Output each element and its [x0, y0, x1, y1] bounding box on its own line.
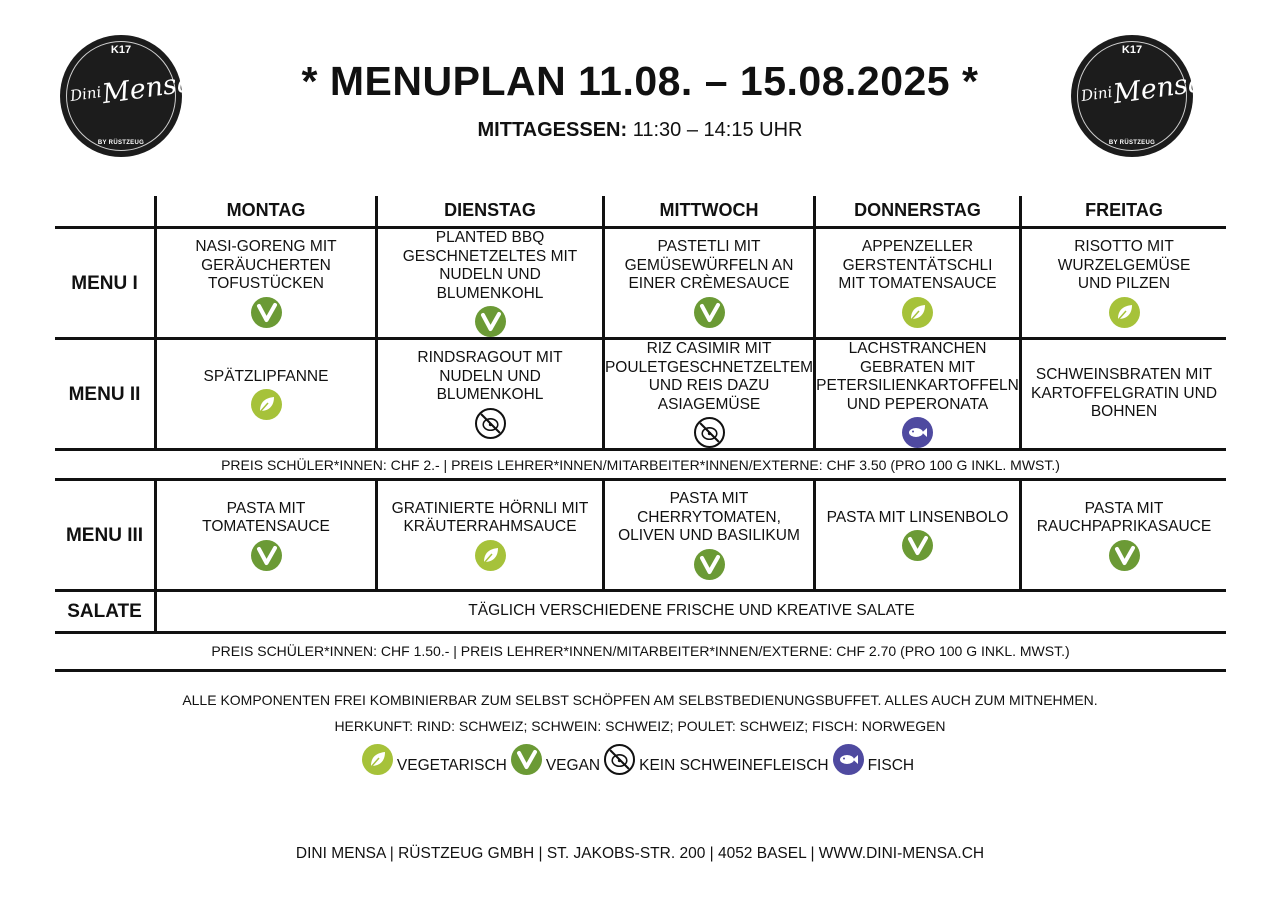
vegetarian-icon [475, 540, 506, 571]
lunch-label: MITTAGESSEN: [477, 119, 628, 141]
day-header-monday: MONTAG [226, 200, 306, 220]
logo-dini: Dini [68, 82, 103, 106]
legend-item [833, 744, 919, 775]
divider [55, 669, 1226, 672]
row-header-menu-2: MENU II [68, 383, 141, 405]
logo-by: BY RÜSTZEUG [1108, 140, 1156, 146]
no-pork-icon [475, 408, 506, 439]
dish-name: PASTA MIT CHERRYTOMATEN, OLIVEN UND BASILIKUM [618, 490, 800, 545]
menu-cell [378, 340, 602, 448]
page-title: * MENUPLAN 11.08. – 15.08.2025 * [301, 58, 979, 104]
salate-cell [157, 592, 1226, 631]
vegetarian-icon [1109, 297, 1140, 328]
menu-cell [157, 229, 375, 337]
note-origin: HERKUNFT: RIND: SCHWEIZ; SCHWEIN: SCHWEIZ; POULET: SCHWEIZ; FISCH: NORWEGEN [334, 718, 946, 734]
legend [0, 744, 1280, 775]
salate-text: TÄGLICH VERSCHIEDENE FRISCHE UND KREATIVE SALATE [468, 602, 915, 620]
dish-name: PASTA MIT RAUCHPAPRIKASAUCE [1036, 499, 1212, 535]
logo-mensa: Mensa [100, 66, 195, 111]
vegan-icon [475, 306, 506, 337]
legend-item [511, 744, 604, 775]
menu-cell [157, 340, 375, 448]
dish-name: GRATINIERTE HÖRNLI MIT KRÄUTERRAHMSAUCE [391, 499, 589, 535]
divider [55, 631, 1226, 634]
menu-cell [157, 481, 375, 589]
dish-name: RINDSRAGOUT MIT NUDELN UND BLUMENKOHL [417, 349, 563, 404]
no-pork-icon [694, 417, 725, 448]
vegan-icon [694, 549, 725, 580]
logo-k17: K17 [110, 44, 132, 56]
price-main: PREIS SCHÜLER*INNEN: CHF 2.- | PREIS LEHRER*INNEN/MITARBEITER*INNEN/EXTERNE: CHF 3.50 (PRO 100 G INKL. MWST.) [221, 457, 1060, 473]
footer-address: DINI MENSA | RÜSTZEUG GMBH | ST. JAKOBS-STR. 200 | 4052 BASEL | WWW.DINI-MENSA.CH [295, 845, 985, 862]
lunch-time: 11:30 – 14:15 UHR [632, 119, 803, 141]
lunch-hours [0, 119, 1280, 142]
menu-cell [816, 481, 1019, 589]
day-header-tuesday: DIENSTAG [444, 200, 536, 220]
day-header-friday: FREITAG [1085, 200, 1163, 220]
menu-cell [1022, 340, 1226, 448]
legend-item [604, 744, 832, 775]
menu-cell [605, 229, 813, 337]
vegan-icon [1109, 540, 1140, 571]
dish-name: NASI-GORENG MIT GERÄUCHERTEN TOFUSTÜCKEN [195, 238, 337, 293]
fish-icon [902, 417, 933, 448]
divider [55, 448, 1226, 451]
logo-dini: Dini [1079, 82, 1114, 106]
row-header-salate: SALATE [67, 601, 142, 622]
dish-name: SPÄTZLIPFANNE [203, 367, 329, 385]
logo-mensa: Mensa [1111, 66, 1206, 111]
vegetarian-icon [362, 744, 393, 775]
vegan-icon [251, 540, 282, 571]
vegan-icon [902, 530, 933, 561]
dish-name: SCHWEINSBRATEN MIT KARTOFFELGRATIN UND BOHNEN [1030, 366, 1218, 421]
menu-cell [605, 340, 813, 448]
vegetarian-icon [251, 389, 282, 420]
row-header-menu-1: MENU I [71, 272, 138, 294]
menu-cell [1022, 481, 1226, 589]
price-salad: PREIS SCHÜLER*INNEN: CHF 1.50.- | PREIS LEHRER*INNEN/MITARBEITER*INNEN/EXTERNE: CHF 2.70 (PRO 100 G INKL. MWST.) [211, 643, 1070, 659]
menu-cell [816, 340, 1019, 448]
dish-name: APPENZELLER GERSTENTÄTSCHLI MIT TOMATENSAUCE [838, 238, 997, 293]
dish-name: PLANTED BBQ GESCHNETZELTES MIT NUDELN UND BLUMENKOHL [402, 229, 578, 302]
note-combine: ALLE KOMPONENTEN FREI KOMBINIERBAR ZUM SELBST SCHÖPFEN AM SELBSTBEDIENUNGSBUFFET. ALLES AUCH ZUM MITNEHMEN. [182, 692, 1098, 708]
vegan-icon [511, 744, 542, 775]
day-header-thursday: DONNERSTAG [854, 200, 981, 220]
dish-name: LACHSTRANCHEN GEBRATEN MIT PETERSILIENKARTOFFELN UND PEPERONATA [816, 340, 1019, 413]
menu-cell [378, 229, 602, 337]
dish-name: RISOTTO MIT WURZELGEMÜSE UND PILZEN [1057, 238, 1191, 293]
fish-icon [833, 744, 864, 775]
no-pork-icon [604, 744, 635, 775]
logo-by: BY RÜSTZEUG [97, 140, 145, 146]
vegan-icon [694, 297, 725, 328]
dish-name: RIZ CASIMIR MIT POULETGESCHNETZELTEM UND REIS DAZU ASIAGEMÜSE [604, 340, 814, 413]
row-header-menu-3: MENU III [65, 524, 144, 546]
dish-name: PASTA MIT LINSENBOLO [826, 508, 1009, 526]
legend-label: KEIN SCHWEINEFLEISCH [639, 757, 829, 774]
dish-name: PASTETLI MIT GEMÜSEWÜRFELN AN EINER CRÈMESAUCE [624, 238, 794, 293]
vegan-icon [251, 297, 282, 328]
menu-cell [378, 481, 602, 589]
vegetarian-icon [902, 297, 933, 328]
legend-label: VEGETARISCH [396, 757, 507, 774]
menu-cell [816, 229, 1019, 337]
menu-cell [605, 481, 813, 589]
legend-label: FISCH [867, 757, 915, 774]
dish-name: PASTA MIT TOMATENSAUCE [202, 499, 330, 535]
menu-cell [1022, 229, 1226, 337]
day-header-wednesday: MITTWOCH [659, 200, 759, 220]
logo-k17: K17 [1121, 44, 1143, 56]
legend-label: VEGAN [545, 757, 601, 774]
legend-item [362, 744, 511, 775]
